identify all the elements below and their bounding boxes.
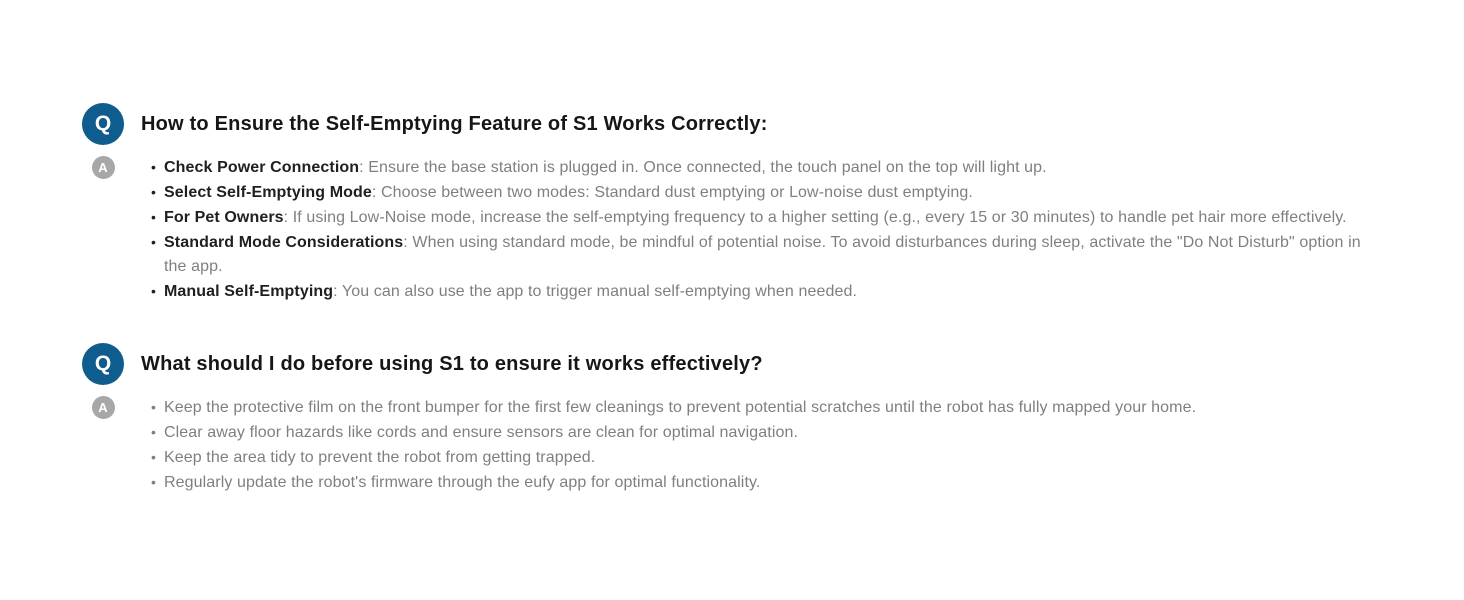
question-row <box>82 343 1380 385</box>
list-item <box>141 470 1380 495</box>
q-badge <box>82 343 124 385</box>
list-item <box>141 279 1380 304</box>
question-title: How to Ensure the Self-Emptying Feature of S1 Works Correctly: <box>141 112 768 135</box>
answer-list <box>141 395 1380 495</box>
answer-row <box>82 395 1380 495</box>
answer-item-label: Manual Self-Emptying <box>164 283 334 300</box>
answer-item-label: For Pet Owners <box>164 209 284 226</box>
q-badge <box>82 103 124 145</box>
answer-item-text: : If using Low-Noise mode, increase the self-emptying frequency to a higher setting (e.g., every 15 or 30 minutes) to handle pet hair more effectively. <box>283 209 1347 226</box>
answer-item-text: Keep the area tidy to prevent the robot from getting trapped. <box>164 449 596 466</box>
bullet-icon: • <box>151 184 157 200</box>
a-badge-column <box>82 395 124 495</box>
q-badge-letter: Q <box>94 112 112 135</box>
answer-item-text: Regularly update the robot's firmware through the eufy app for optimal functionality. <box>164 474 761 491</box>
answer-item-text: Clear away floor hazards like cords and ensure sensors are clean for optimal navigation. <box>164 424 799 441</box>
answer-item-text: Keep the protective film on the front bumper for the first few cleanings to prevent potential scratches until the robot has fully mapped your home. <box>164 399 1197 416</box>
bullet-icon: • <box>151 424 157 440</box>
bullet-icon: • <box>151 283 157 299</box>
answer-item-label: Standard Mode Considerations <box>164 234 404 251</box>
faq-section-before-using <box>82 343 1380 495</box>
list-item <box>141 420 1380 445</box>
answer-item-label: Select Self-Emptying Mode <box>164 184 372 201</box>
bullet-icon: • <box>151 449 157 465</box>
question-title: What should I do before using S1 to ensure it works effectively? <box>141 352 763 375</box>
list-item <box>141 230 1380 279</box>
list-item <box>141 445 1380 470</box>
answer-item-text: : Ensure the base station is plugged in. Once connected, the touch panel on the top will light up. <box>359 159 1047 176</box>
list-item <box>141 395 1380 420</box>
q-badge-letter: Q <box>94 352 112 375</box>
a-badge-letter: A <box>98 400 108 415</box>
bullet-icon: • <box>151 209 157 225</box>
question-row <box>82 103 1380 145</box>
bullet-icon: • <box>151 399 157 415</box>
bullet-icon: • <box>151 159 157 175</box>
answer-list <box>141 155 1380 304</box>
bullet-icon: • <box>151 474 157 490</box>
answer-item-text: : You can also use the app to trigger manual self-emptying when needed. <box>333 283 858 300</box>
answer-item-text: : Choose between two modes: Standard dust emptying or Low-noise dust emptying. <box>371 184 973 201</box>
list-item <box>141 180 1380 205</box>
faq-content <box>82 103 1380 495</box>
a-badge-column <box>82 155 124 304</box>
list-item <box>141 155 1380 180</box>
a-badge <box>92 156 115 179</box>
answer-item-label: Check Power Connection <box>164 159 360 176</box>
a-badge-letter: A <box>98 160 108 175</box>
faq-section-self-emptying <box>82 103 1380 304</box>
bullet-icon: • <box>151 234 157 250</box>
list-item <box>141 205 1380 230</box>
a-badge <box>92 396 115 419</box>
answer-row <box>82 155 1380 304</box>
answer-item-text: : When using standard mode, be mindful of potential noise. To avoid disturbances during sleep, activate the "Do Not Disturb" option in the app. <box>164 234 1361 275</box>
